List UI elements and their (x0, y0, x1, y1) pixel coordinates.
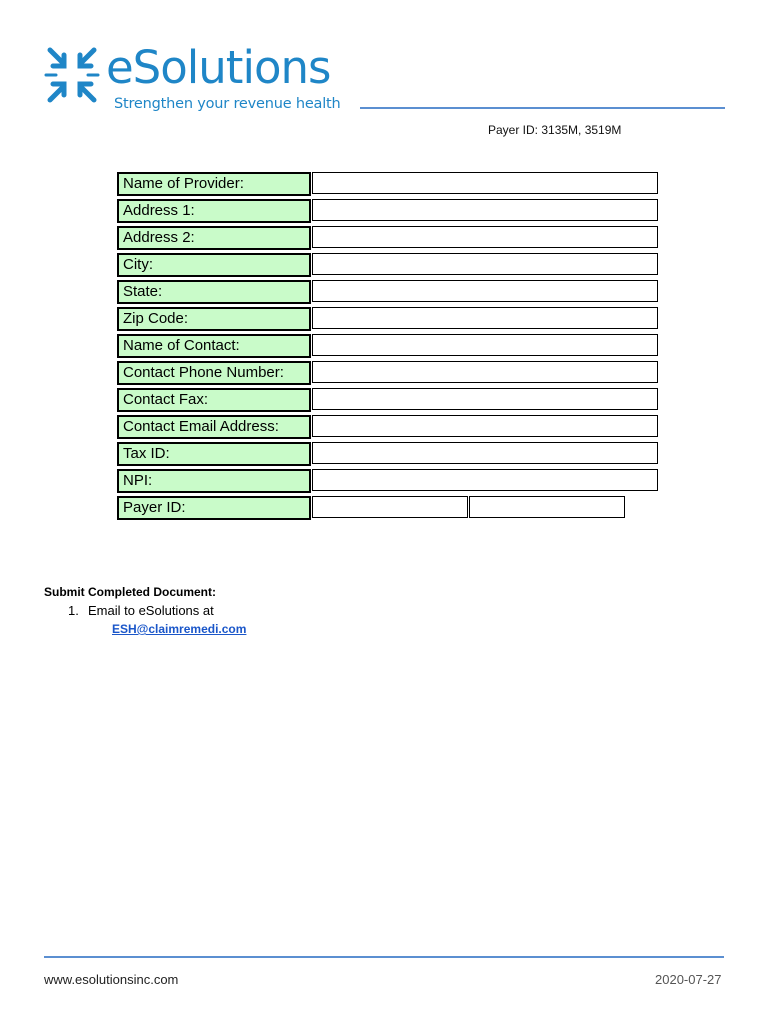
form-row-contact-phone (117, 361, 652, 385)
label-provider-name: Name of Provider: (117, 172, 311, 196)
footer-website: www.esolutionsinc.com (44, 972, 179, 987)
brand-name: eSolutions (106, 41, 331, 94)
label-address-2: Address 2: (117, 226, 311, 250)
state-field[interactable] (312, 280, 658, 302)
contact-fax-field[interactable] (312, 388, 658, 410)
address-2-field[interactable] (312, 226, 658, 248)
provider-name-field[interactable] (312, 172, 658, 194)
label-state: State: (117, 280, 311, 304)
label-zip-code: Zip Code: (117, 307, 311, 331)
city-field[interactable] (312, 253, 658, 275)
form-row-contact-name (117, 334, 652, 358)
zip-code-field[interactable] (312, 307, 658, 329)
payer-id-field-2[interactable] (469, 496, 625, 518)
label-city: City: (117, 253, 311, 277)
footer-divider (44, 956, 724, 958)
label-payer-id: Payer ID: (117, 496, 311, 520)
contact-email-field[interactable] (312, 415, 658, 437)
form-row-provider-name (117, 172, 652, 196)
list-number: 1. (68, 603, 79, 618)
submit-instruction (68, 603, 214, 618)
form-row-contact-email (117, 415, 652, 439)
address-1-field[interactable] (312, 199, 658, 221)
tax-id-field[interactable] (312, 442, 658, 464)
form-row-city (117, 253, 652, 277)
footer-date: 2020-07-27 (655, 972, 722, 987)
form-row-address-2 (117, 226, 652, 250)
brand-tagline: Strengthen your revenue health (114, 96, 341, 112)
form-row-zip (117, 307, 652, 331)
header-divider (360, 107, 725, 109)
contact-name-field[interactable] (312, 334, 658, 356)
payer-id-field-1[interactable] (312, 496, 468, 518)
label-npi: NPI: (117, 469, 311, 493)
submit-email-link[interactable]: ESH@claimremedi.com (112, 622, 247, 636)
label-contact-fax: Contact Fax: (117, 388, 311, 412)
form-row-payer-id (117, 496, 652, 520)
esolutions-logo (44, 41, 341, 118)
form-row-tax-id (117, 442, 652, 466)
label-contact-email: Contact Email Address: (117, 415, 311, 439)
form-row-npi (117, 469, 652, 493)
form-row-state (117, 280, 652, 304)
label-address-1: Address 1: (117, 199, 311, 223)
arrows-converging-icon (44, 46, 100, 104)
submit-heading: Submit Completed Document: (44, 585, 217, 599)
label-contact-phone: Contact Phone Number: (117, 361, 311, 385)
form-row-contact-fax (117, 388, 652, 412)
form-row-address-1 (117, 199, 652, 223)
contact-phone-field[interactable] (312, 361, 658, 383)
label-contact-name: Name of Contact: (117, 334, 311, 358)
npi-field[interactable] (312, 469, 658, 491)
label-tax-id: Tax ID: (117, 442, 311, 466)
payer-id-note: Payer ID: 3135M, 3519M (488, 123, 622, 137)
instruction-text: Email to eSolutions at (88, 603, 214, 618)
